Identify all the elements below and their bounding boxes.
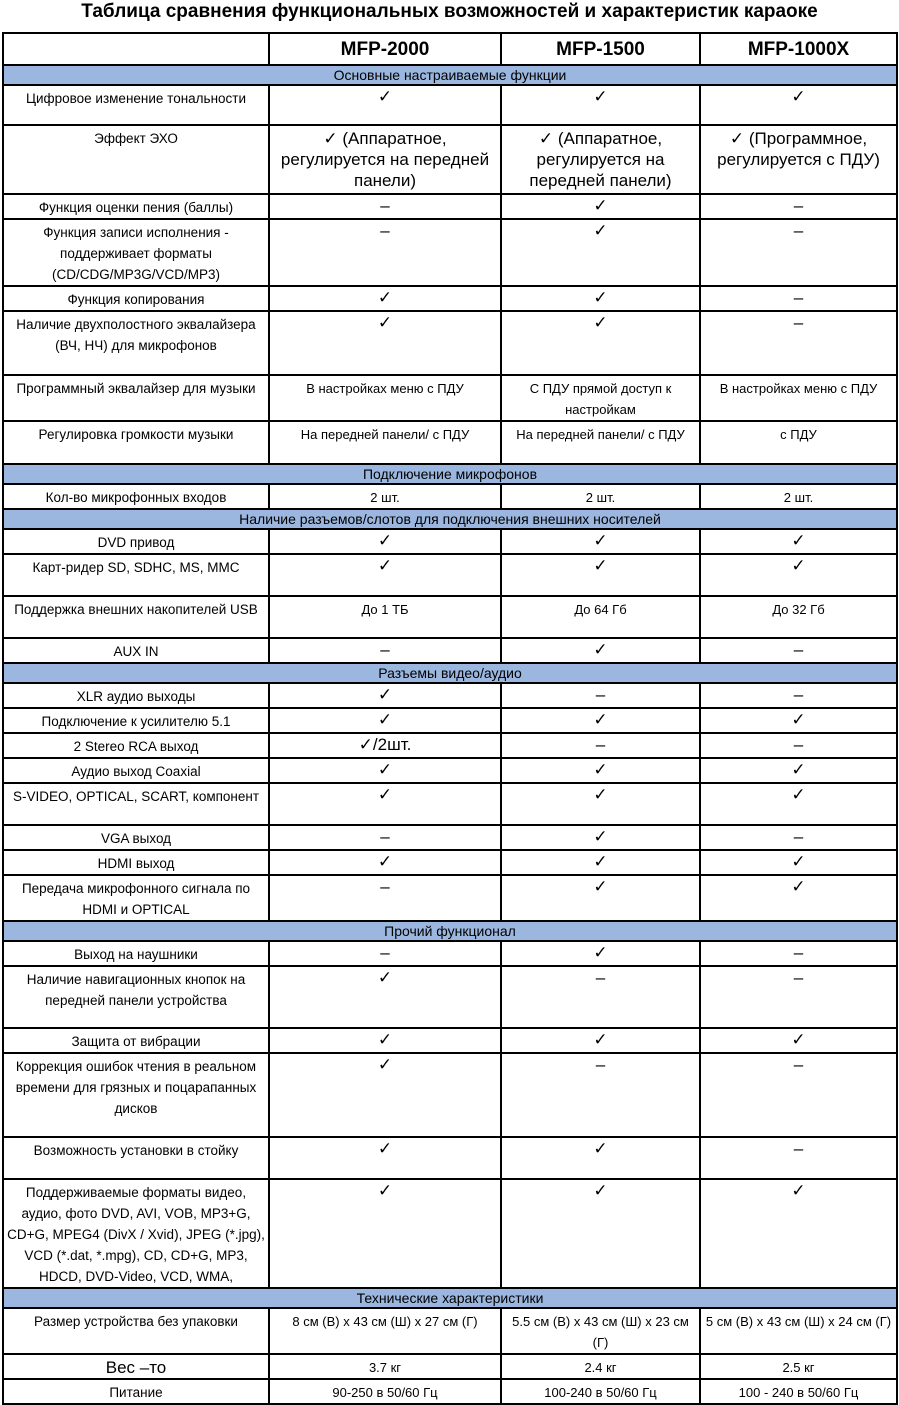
section-header-row (3, 921, 897, 941)
value-cell: – (269, 941, 501, 966)
feature-label: Функция оценки пения (баллы) (3, 194, 269, 219)
table-row (3, 758, 897, 783)
value-cell: 3.7 кг (269, 1354, 501, 1379)
feature-label: 2 Stereo RCA выход (3, 733, 269, 758)
value-cell: ✓ (269, 85, 501, 125)
feature-label: DVD привод (3, 529, 269, 554)
feature-label: Возможность установки в стойку (3, 1137, 269, 1179)
table-row (3, 966, 897, 1028)
value-cell: ✓ (501, 708, 700, 733)
table-row (3, 638, 897, 663)
value-cell: – (700, 966, 897, 1028)
value-cell: ✓ (269, 850, 501, 875)
value-cell: ✓ (269, 1028, 501, 1053)
table-row (3, 683, 897, 708)
table-row (3, 421, 897, 464)
value-cell: ✓ (501, 194, 700, 219)
table-row (3, 596, 897, 638)
value-cell: 100 - 240 в 50/60 Гц (700, 1379, 897, 1404)
feature-label: Подключение к усилителю 5.1 (3, 708, 269, 733)
value-cell: – (501, 966, 700, 1028)
value-cell: ✓ (501, 783, 700, 825)
value-cell: ✓ (501, 850, 700, 875)
value-cell: – (700, 286, 897, 311)
table-row (3, 375, 897, 421)
section-header-row (3, 464, 897, 484)
feature-label: Функция записи исполнения - поддерживает форматы (CD/CDG/MP3G/VCD/MP3) (3, 219, 269, 286)
feature-label: Коррекция ошибок чтения в реальном времени для грязных и поцарапанных дисков (3, 1053, 269, 1137)
value-cell: ✓ (269, 708, 501, 733)
table-row (3, 783, 897, 825)
table-row (3, 1354, 897, 1379)
table-row (3, 125, 897, 194)
feature-label: S-VIDEO, OPTICAL, SCART, компонент (3, 783, 269, 825)
value-cell: ✓ (501, 286, 700, 311)
feature-label: Передача микрофонного сигнала по HDMI и OPTICAL (3, 875, 269, 921)
value-cell: ✓/2шт. (269, 733, 501, 758)
table-row (3, 875, 897, 921)
table-row (3, 85, 897, 125)
value-cell: ✓ (700, 875, 897, 921)
value-cell: – (700, 941, 897, 966)
header-row (3, 33, 897, 65)
section-title: Разъемы видео/аудио (3, 663, 897, 683)
value-cell: 2.4 кг (501, 1354, 700, 1379)
value-cell: ✓ (501, 311, 700, 375)
header-cell-feature (3, 33, 269, 65)
value-cell: С ПДУ прямой доступ к настройкам (501, 375, 700, 421)
table-row (3, 1379, 897, 1404)
value-cell: 100-240 в 50/60 Гц (501, 1379, 700, 1404)
feature-label: Выход на наушники (3, 941, 269, 966)
feature-label: Эффект ЭХО (3, 125, 269, 194)
table-row (3, 286, 897, 311)
table-row (3, 1137, 897, 1179)
section-header-row (3, 509, 897, 529)
value-cell: ✓ (501, 758, 700, 783)
table-row (3, 1053, 897, 1137)
value-cell: ✓ (501, 1179, 700, 1288)
value-cell: – (700, 219, 897, 286)
table-row (3, 529, 897, 554)
value-cell: ✓ (Аппаратное, регулируется на передней панели) (269, 125, 501, 194)
value-cell: ✓ (269, 683, 501, 708)
feature-label: Размер устройства без упаковки (3, 1308, 269, 1354)
value-cell: ✓ (269, 286, 501, 311)
feature-label: Программный эквалайзер для музыки (3, 375, 269, 421)
value-cell: ✓ (269, 783, 501, 825)
value-cell: На передней панели/ с ПДУ (501, 421, 700, 464)
table-row (3, 484, 897, 509)
feature-label: Карт-ридер SD, SDHC, MS, MMC (3, 554, 269, 596)
value-cell: ✓ (269, 966, 501, 1028)
value-cell: В настройках меню с ПДУ (269, 375, 501, 421)
value-cell: ✓ (Программное, регулируется с ПДУ) (700, 125, 897, 194)
table-row (3, 311, 897, 375)
value-cell: ✓ (700, 554, 897, 596)
value-cell: – (700, 1137, 897, 1179)
page-title: Таблица сравнения функциональных возможностей и характеристик караоке (81, 1, 818, 22)
value-cell: – (700, 683, 897, 708)
section-header-row (3, 65, 897, 85)
value-cell: – (700, 825, 897, 850)
section-title: Прочий функционал (3, 921, 897, 941)
value-cell: ✓ (501, 1137, 700, 1179)
value-cell: ✓ (Аппаратное, регулируется на передней панели) (501, 125, 700, 194)
value-cell: ✓ (269, 529, 501, 554)
feature-label: Регулировка громкости музыки (3, 421, 269, 464)
section-title: Подключение микрофонов (3, 464, 897, 484)
value-cell: ✓ (501, 638, 700, 663)
value-cell: ✓ (501, 1028, 700, 1053)
section-title: Наличие разъемов/слотов для подключения внешних носителей (3, 509, 897, 529)
feature-label: Наличие двухполостного эквалайзера (ВЧ, НЧ) для микрофонов (3, 311, 269, 375)
value-cell: ✓ (700, 783, 897, 825)
feature-label: Питание (3, 1379, 269, 1404)
header-cell-mfp-1500: MFP-1500 (501, 33, 700, 65)
value-cell: До 1 ТБ (269, 596, 501, 638)
value-cell: 2.5 кг (700, 1354, 897, 1379)
value-cell: – (501, 683, 700, 708)
table-row (3, 194, 897, 219)
value-cell: ✓ (269, 311, 501, 375)
table-row (3, 219, 897, 286)
section-header-row (3, 1288, 897, 1308)
feature-label: Наличие навигационных кнопок на передней панели устройства (3, 966, 269, 1028)
value-cell: ✓ (700, 708, 897, 733)
table-row (3, 708, 897, 733)
feature-label: Вес –то (3, 1354, 269, 1379)
value-cell: ✓ (501, 875, 700, 921)
table-row (3, 1028, 897, 1053)
value-cell: ✓ (501, 941, 700, 966)
value-cell: – (700, 311, 897, 375)
table-row (3, 554, 897, 596)
feature-label: Поддерживаемые форматы видео, аудио, фото DVD, AVI, VOB, MP3+G, CD+G, MPEG4 (DivX / Xvid), JPEG (*.jpg), VCD (*.dat, *.mpg), CD, CD+G, MP3, HDCD, DVD-Video, VCD, WMA, (3, 1179, 269, 1288)
value-cell: 2 шт. (501, 484, 700, 509)
value-cell: ✓ (501, 825, 700, 850)
feature-label: XLR аудио выходы (3, 683, 269, 708)
comparison-table (2, 32, 898, 1405)
value-cell: В настройках меню с ПДУ (700, 375, 897, 421)
value-cell: – (269, 875, 501, 921)
value-cell: ✓ (269, 554, 501, 596)
value-cell: ✓ (700, 758, 897, 783)
value-cell: ✓ (269, 758, 501, 783)
value-cell: ✓ (269, 1137, 501, 1179)
value-cell: – (269, 194, 501, 219)
value-cell: – (501, 733, 700, 758)
feature-label: Защита от вибрации (3, 1028, 269, 1053)
table-row (3, 1179, 897, 1288)
table-row (3, 733, 897, 758)
value-cell: ✓ (501, 219, 700, 286)
feature-label: VGA выход (3, 825, 269, 850)
value-cell: – (269, 638, 501, 663)
feature-label: Цифровое изменение тональности (3, 85, 269, 125)
value-cell: На передней панели/ с ПДУ (269, 421, 501, 464)
feature-label: AUX IN (3, 638, 269, 663)
section-title: Технические характеристики (3, 1288, 897, 1308)
section-header-row (3, 663, 897, 683)
table-row (3, 850, 897, 875)
table-row (3, 941, 897, 966)
value-cell: ✓ (700, 529, 897, 554)
value-cell: ✓ (269, 1179, 501, 1288)
value-cell: ✓ (269, 1053, 501, 1137)
value-cell: – (269, 825, 501, 850)
value-cell: с ПДУ (700, 421, 897, 464)
value-cell: 5 см (В) x 43 см (Ш) x 24 см (Г) (700, 1308, 897, 1354)
value-cell: ✓ (501, 85, 700, 125)
value-cell: До 64 Гб (501, 596, 700, 638)
value-cell: ✓ (700, 85, 897, 125)
table-body (3, 65, 897, 1404)
value-cell: 2 шт. (700, 484, 897, 509)
value-cell: – (700, 733, 897, 758)
value-cell: ✓ (501, 554, 700, 596)
header-cell-mfp-1000x: MFP-1000X (700, 33, 897, 65)
value-cell: До 32 Гб (700, 596, 897, 638)
value-cell: ✓ (700, 850, 897, 875)
value-cell: – (700, 1053, 897, 1137)
value-cell: – (501, 1053, 700, 1137)
value-cell: 2 шт. (269, 484, 501, 509)
feature-label: Поддержка внешних накопителей USB (3, 596, 269, 638)
feature-label: Функция копирования (3, 286, 269, 311)
value-cell: – (700, 638, 897, 663)
table-row (3, 825, 897, 850)
value-cell: 5.5 см (В) x 43 см (Ш) x 23 см (Г) (501, 1308, 700, 1354)
value-cell: ✓ (700, 1179, 897, 1288)
value-cell: ✓ (501, 529, 700, 554)
feature-label: Кол-во микрофонных входов (3, 484, 269, 509)
feature-label: Аудио выход Coaxial (3, 758, 269, 783)
feature-label: HDMI выход (3, 850, 269, 875)
value-cell: – (269, 219, 501, 286)
table-row (3, 1308, 897, 1354)
value-cell: ✓ (700, 1028, 897, 1053)
header-cell-mfp-2000: MFP-2000 (269, 33, 501, 65)
value-cell: 8 см (В) x 43 см (Ш) x 27 см (Г) (269, 1308, 501, 1354)
value-cell: – (700, 194, 897, 219)
section-title: Основные настраиваемые функции (3, 65, 897, 85)
value-cell: 90-250 в 50/60 Гц (269, 1379, 501, 1404)
